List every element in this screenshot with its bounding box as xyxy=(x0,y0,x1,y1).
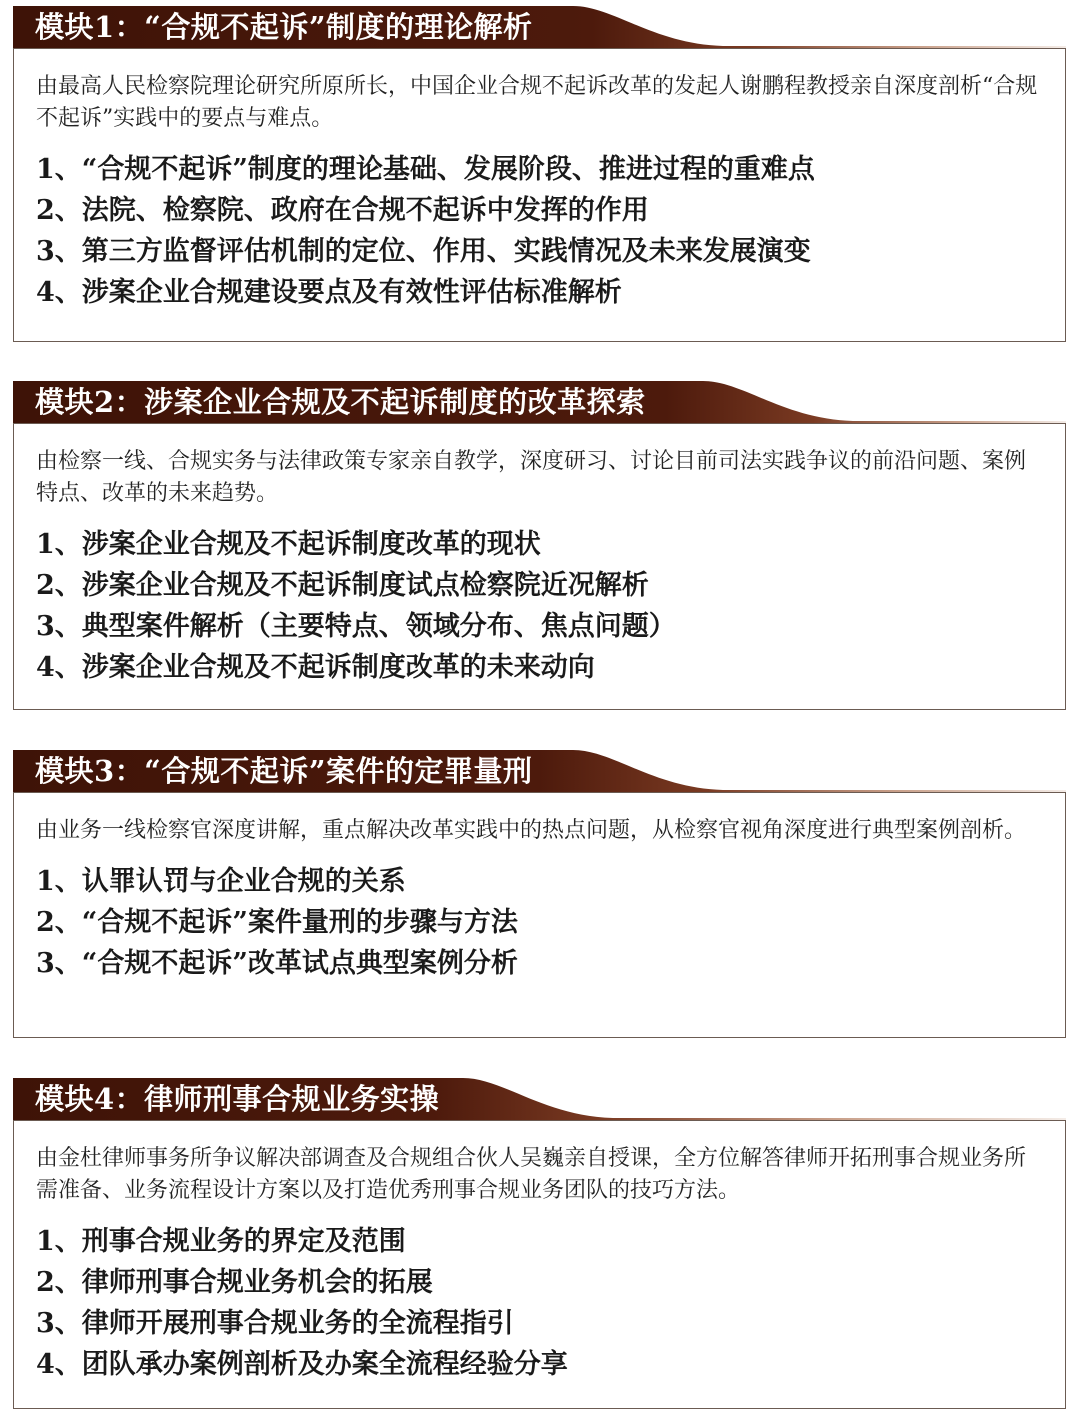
list-item: 2、涉案企业合规及不起诉制度试点检察院近况解析 xyxy=(36,570,649,601)
module-3-description: 由业务一线检察官深度讲解，重点解决改革实践中的热点问题，从检察官视角深度进行典型案例剖析。 xyxy=(36,818,1027,843)
module-1-list xyxy=(36,149,1043,313)
list-item: 3、律师开展刑事合规业务的全流程指引 xyxy=(36,1308,514,1339)
list-item: 4、团队承办案例剖析及办案全流程经验分享 xyxy=(36,1349,568,1380)
module-3-header xyxy=(13,750,1066,792)
module-4-box xyxy=(13,1120,1066,1409)
module-2-header xyxy=(13,381,1066,423)
module-4-description: 由金杜律师事务所争议解决部调查及合规组合伙人吴巍亲自授课，全方位解答律师开拓刑事合规业务所需准备、业务流程设计方案以及打造优秀刑事合规业务团队的技巧方法。 xyxy=(36,1146,1027,1203)
module-1-header xyxy=(13,6,1066,48)
module-1-box xyxy=(13,48,1066,342)
list-item: 4、涉案企业合规建设要点及有效性评估标准解析 xyxy=(36,277,622,308)
module-1-title: 模块1：“合规不起诉”制度的理论解析 xyxy=(35,10,533,44)
module-2-title: 模块2：涉案企业合规及不起诉制度的改革探索 xyxy=(35,385,646,419)
list-item: 1、涉案企业合规及不起诉制度改革的现状 xyxy=(36,529,541,560)
list-item: 1、刑事合规业务的界定及范围 xyxy=(36,1226,406,1257)
list-item: 3、“合规不起诉”改革试点典型案例分析 xyxy=(36,948,518,979)
module-2-box xyxy=(13,423,1066,710)
module-2-description: 由检察一线、合规实务与法律政策专家亲自教学，深度研习、讨论目前司法实践争议的前沿问题、案例特点、改革的未来趋势。 xyxy=(36,449,1027,506)
list-item: 4、涉案企业合规及不起诉制度改革的未来动向 xyxy=(36,652,595,683)
module-1-description: 由最高人民检察院理论研究所原所长，中国企业合规不起诉改革的发起人谢鹏程教授亲自深度剖析“合规不起诉”实践中的要点与难点。 xyxy=(36,74,1038,131)
module-4 xyxy=(13,1078,1066,1409)
module-2-list xyxy=(36,524,1043,688)
list-item: 2、“合规不起诉”案件量刑的步骤与方法 xyxy=(36,907,518,938)
list-item: 2、律师刑事合规业务机会的拓展 xyxy=(36,1267,433,1298)
module-4-list xyxy=(36,1221,1043,1385)
list-item: 1、“合规不起诉”制度的理论基础、发展阶段、推进过程的重难点 xyxy=(36,154,815,185)
list-item: 3、第三方监督评估机制的定位、作用、实践情况及未来发展演变 xyxy=(36,236,811,267)
list-item: 3、典型案件解析（主要特点、领域分布、焦点问题） xyxy=(36,611,676,642)
list-item: 2、法院、检察院、政府在合规不起诉中发挥的作用 xyxy=(36,195,649,226)
module-1 xyxy=(13,6,1066,342)
module-3-title: 模块3：“合规不起诉”案件的定罪量刑 xyxy=(35,754,533,788)
module-4-title: 模块4：律师刑事合规业务实操 xyxy=(35,1082,440,1116)
module-3-list xyxy=(36,861,1043,984)
module-4-header xyxy=(13,1078,1066,1120)
module-3-box xyxy=(13,792,1066,1038)
list-item: 1、认罪认罚与企业合规的关系 xyxy=(36,866,406,897)
module-3 xyxy=(13,750,1066,1038)
module-2 xyxy=(13,381,1066,710)
